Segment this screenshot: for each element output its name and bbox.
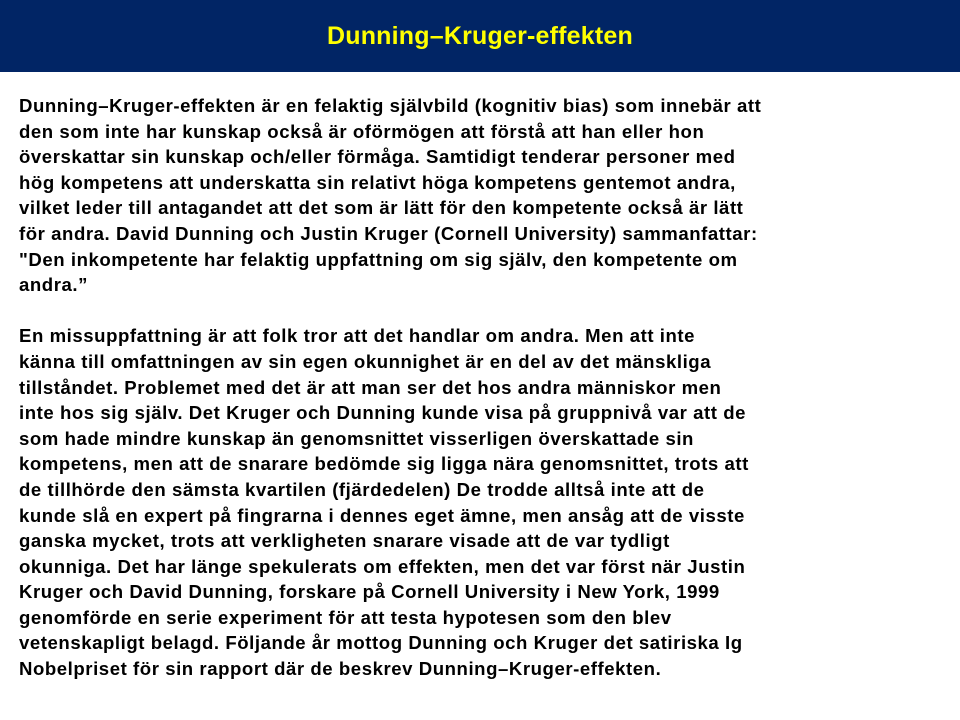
- text-line: vilket leder till antagandet att det som är lätt för den kompetente också är lätt: [19, 197, 744, 219]
- slide-title: Dunning–Kruger-effekten: [326, 21, 633, 50]
- text-line: ganska mycket, trots att verkligheten snarare visade att de var tydligt: [19, 530, 670, 552]
- text-line: Dunning–Kruger-effekten är en felaktig självbild (kognitiv bias) som innebär att: [19, 95, 762, 116]
- paragraph-2: [19, 323, 949, 681]
- text-line: vetenskapligt belagd. Följande år mottog Dunning och Kruger det satiriska Ig: [19, 632, 743, 654]
- text-line: hög kompetens att underskatta sin relativt höga kompetens gentemot andra,: [19, 171, 736, 193]
- paragraph-1: [19, 93, 949, 298]
- text-line: inte hos sig själv. Det Kruger och Dunning kunde visa på gruppnivå var att de: [19, 402, 747, 424]
- text-line: En missuppfattning är att folk tror att det handlar om andra. Men att inte: [19, 325, 696, 347]
- text-line: genomförde en serie experiment för att testa hypotesen som den blev: [19, 606, 672, 628]
- text-line: Nobelpriset för sin rapport där de beskrev Dunning–Kruger-effekten.: [19, 658, 662, 680]
- title-bar: [0, 0, 960, 72]
- text-line: för andra. David Dunning och Justin Kruger (Cornell University) sammanfattar:: [19, 222, 758, 244]
- text-line: Kruger och David Dunning, forskare på Cornell University i New York, 1999: [19, 581, 720, 603]
- text-line: överskattar sin kunskap och/eller förmåga. Samtidigt tenderar personer med: [19, 146, 736, 168]
- text-line: tillståndet. Problemet med det är att man ser det hos andra människor men: [19, 376, 722, 398]
- text-line: andra.”: [19, 274, 88, 296]
- text-line: som hade mindre kunskap än genomsnittet visserligen överskattade sin: [19, 427, 694, 449]
- text-line: "Den inkompetente har felaktig uppfattning om sig själv, den kompetente om: [19, 248, 738, 270]
- text-line: den som inte har kunskap också är oförmögen att förstå att han eller hon: [19, 120, 705, 142]
- text-line: de tillhörde den sämsta kvartilen (fjärdedelen) De trodde alltså inte att de: [19, 478, 705, 500]
- slide-body: [19, 93, 949, 682]
- text-line: känna till omfattningen av sin egen okunnighet är en del av det mänskliga: [19, 350, 712, 372]
- text-line: okunniga. Det har länge spekulerats om effekten, men det var först när Justin: [19, 555, 746, 577]
- text-line: kompetens, men att de snarare bedömde sig ligga nära genomsnittet, trots att: [19, 453, 749, 475]
- text-line: kunde slå en expert på fingrarna i dennes eget ämne, men ansåg att de visste: [19, 504, 745, 526]
